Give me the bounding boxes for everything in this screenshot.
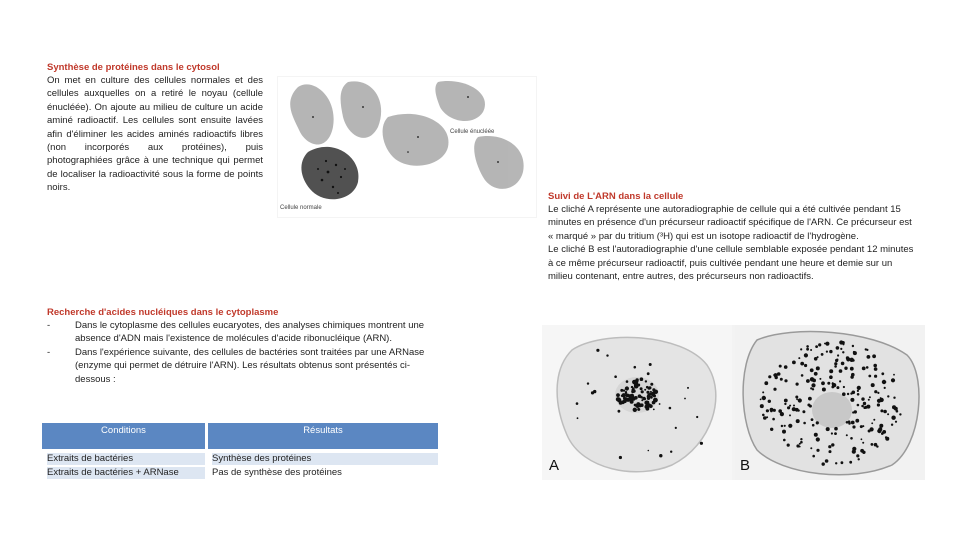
table-cell: Pas de synthèse des protéines — [212, 467, 342, 478]
section3-paragraph: Le cliché B est l'autoradiographie d'une cellule semblable exposée pendant 12 minutes à ce même précurseur radioactif, puis cultivée pendant une heure et demie sur un milieu contenant, entre autres, des précurseurs non radioactifs. — [548, 244, 914, 283]
label-panel-b: B — [740, 457, 751, 474]
micrograph-cells — [277, 76, 537, 218]
table-cell: Extraits de bactéries + ARNase — [47, 467, 205, 479]
results-table — [42, 423, 438, 481]
bullet-item — [47, 319, 437, 346]
section1-title: Synthèse de protéines dans le cytosol — [47, 62, 220, 73]
section3-title: Suivi de L'ARN dans la cellule — [548, 191, 684, 202]
autoradiograph-drawing — [542, 325, 925, 480]
section-rna-tracking — [548, 191, 918, 283]
bullet-item — [47, 346, 437, 386]
label-panel-a: A — [549, 457, 560, 474]
table-cell: Synthèse des protéines — [212, 453, 438, 465]
section-protein-synthesis — [47, 62, 263, 195]
autoradiographs — [542, 325, 925, 480]
section3-paragraph: Le cliché A représente une autoradiographie de cellule qui a été cultivée pendant 15 minutes en présence d'un précurseur radioactif spécifique de l'ARN. Ce précurseur est « marqué » par du tritium (³H) qui est un isotope radioactif de l'hydrogène. — [548, 204, 912, 242]
label-enucleated-cell: Cellule énucléée — [450, 129, 495, 135]
section-nucleic-acids — [47, 307, 437, 386]
label-normal-cell: Cellule normale — [280, 205, 322, 211]
table-header-conditions: Conditions — [42, 423, 205, 449]
bullet-dash: - — [47, 320, 51, 331]
table-cell: Extraits de bactéries — [47, 453, 205, 465]
bullet-dash: - — [47, 346, 51, 358]
cells-drawing — [278, 77, 536, 217]
bullet-text: Dans le cytoplasme des cellules eucaryotes, des analyses chimiques montrent une absence d'ADN mais l'existence de molécules d'acide ribonucléique (ARN). — [75, 320, 425, 345]
bullet-text: Dans l'expérience suivante, des cellules de bactéries sont traitées par une ARNase (enzyme qui permet de détruire l'ARN). Les résultats obtenus sont présentés ci-dessous : — [75, 346, 425, 385]
section1-body: On met en culture des cellules normales et des cellules auxquelles on a retiré le noyau (cellule énucléée). On ajoute au milieu de culture un acide aminé radioactif. Les cellules sont ensuite lavées afin d'éliminer les acides aminés radioactifs libres (non incorporés aux protéines), puis photographiées grâce à une technique qui permet de localiser la radioactivité sous la forme de points noirs. — [47, 75, 263, 194]
section2-title: Recherche d'acides nucléiques dans le cytoplasme — [47, 307, 279, 318]
table-header-results: Résultats — [208, 423, 438, 449]
